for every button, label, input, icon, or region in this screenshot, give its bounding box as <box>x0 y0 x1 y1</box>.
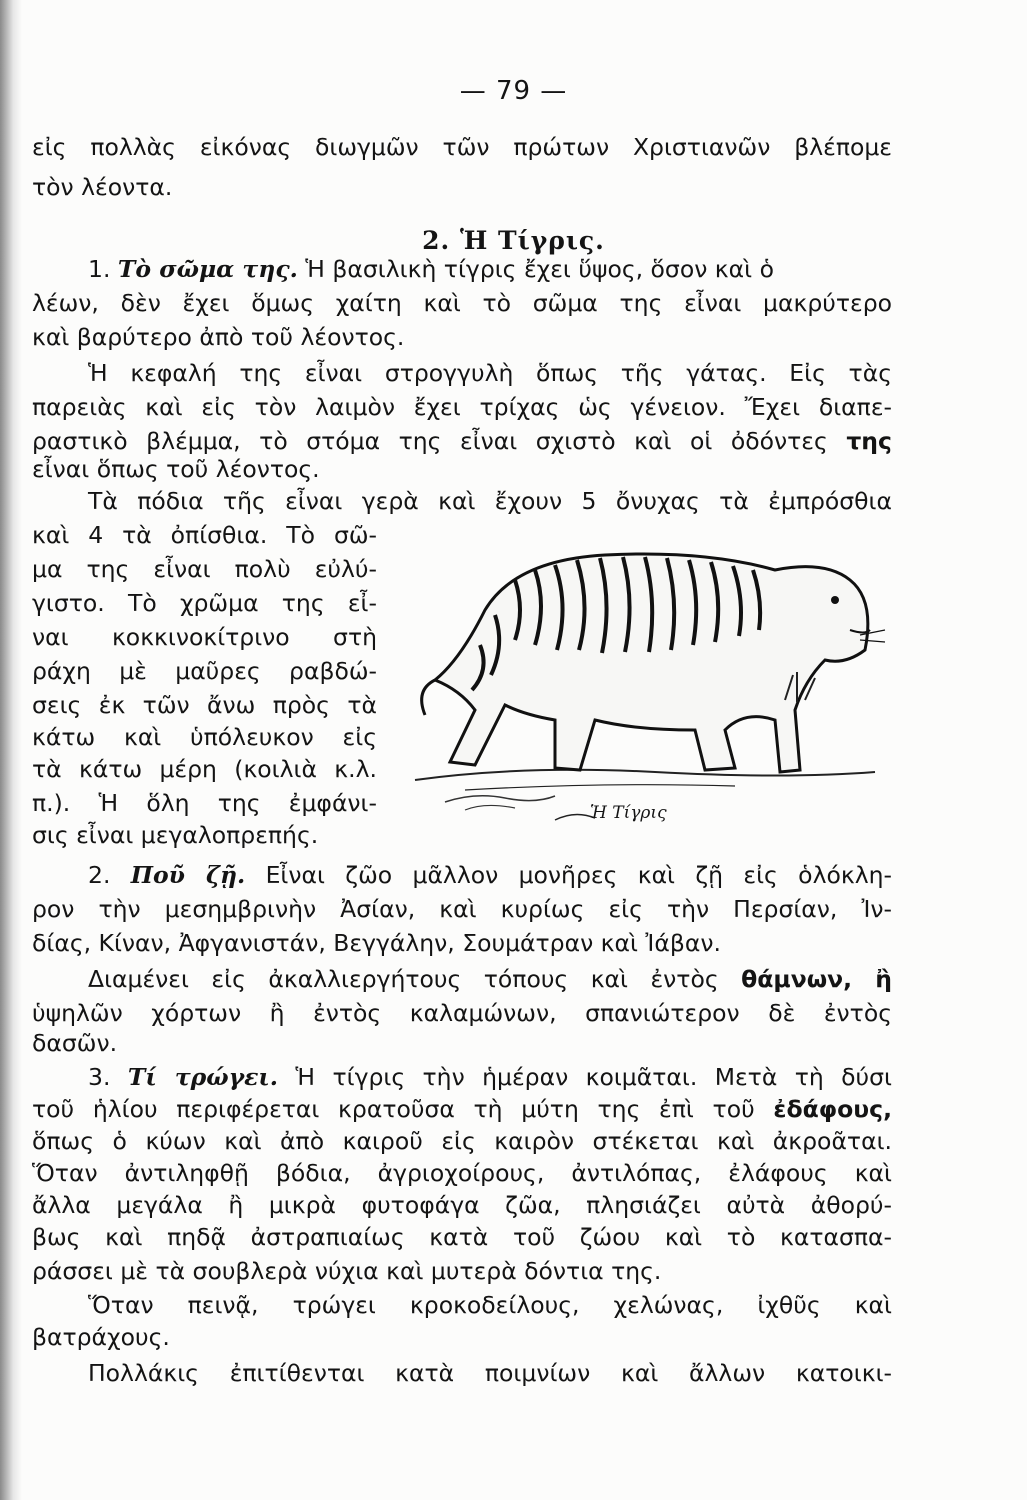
text-line: Ἡ κεφαλή της εἶναι στρογγυλὴ ὅπως τῆς γάτας. Εἰς τὰς <box>88 359 892 387</box>
section-number: 3. <box>88 1063 111 1091</box>
section-number: 1. <box>88 255 111 283</box>
text-line: Τὰ πόδια τῆς εἶναι γερὰ καὶ ἔχουν 5 ὄνυχας τὰ ἐμπρόσθια <box>88 487 892 515</box>
text-line: ὑψηλῶν χόρτων ἢ ἐντὸς καλαμώνων, σπανιώτερον δὲ ἐντὸς <box>32 999 892 1027</box>
text-line: καὶ βαρύτερο ἀπὸ τοῦ λέοντος. <box>32 323 405 351</box>
scan-edge <box>0 0 22 1500</box>
text-line: ὅπως ὁ κύων καὶ ἀπὸ καιροῦ εἰς καιρὸν στέκεται καὶ ἀκροᾶται. <box>32 1127 892 1155</box>
text-line: σεις ἐκ τῶν ἄνω πρὸς τὰ <box>32 691 377 719</box>
text-line: Πολλάκις ἐπιτίθενται κατὰ ποιμνίων καὶ ἄλλων κατοικι- <box>88 1359 892 1387</box>
text-span: θάμνων, ἢ <box>741 965 892 993</box>
text-line: εἶναι ὅπως τοῦ λέοντος. <box>32 455 320 483</box>
text-line: ρον τὴν μεσημβρινὴν Ἀσίαν, καὶ κυρίως εἰς τὴν Περσίαν, Ἰν- <box>32 895 892 923</box>
section-heading: 2. Ἡ Τίγρις. <box>422 226 605 255</box>
text-span: ἐδάφους, <box>773 1095 892 1123</box>
paragraph-heading-line <box>88 1060 892 1094</box>
text-span: τοῦ ἡλίου περιφέρεται κρατοῦσα τὴ μύτη της ἐπὶ τοῦ <box>32 1095 755 1123</box>
text-line: εἰς πολλὰς εἰκόνας διωγμῶν τῶν πρώτων Χριστιανῶν βλέπομε <box>32 133 892 161</box>
page-number: — 79 — <box>459 76 568 106</box>
paragraph-heading-line <box>88 252 892 286</box>
text-line: ράσσει μὲ τὰ σουβλερὰ νύχια καὶ μυτερὰ δόντια της. <box>32 1257 662 1285</box>
tiger-drawing-icon <box>405 540 895 830</box>
text-line: βως καὶ πηδᾷ ἀστραπιαίως κατὰ τοῦ ζώου καὶ τὸ κατασπα- <box>32 1223 892 1251</box>
text-line: τὸν λέοντα. <box>32 173 173 201</box>
section-number: 2. <box>88 861 111 889</box>
text-line: ἄλλα μεγάλα ἢ μικρὰ φυτοφάγα ζῶα, πλησιάζει αὐτὰ ἀθορύ- <box>32 1191 892 1219</box>
text-span: ραστικὸ βλέμμα, τὸ στόμα της εἶναι σχιστὸ καὶ οἱ ὀδόντες <box>32 427 828 455</box>
text-line: τὰ κάτω μέρη (κοιλιὰ κ.λ. <box>32 755 377 783</box>
figure-caption: Ἡ Τίγρις <box>590 803 667 823</box>
subsection-title: Τὸ σῶμα της. <box>117 255 298 283</box>
text-line: δασῶν. <box>32 1029 118 1057</box>
text-line: μα της εἶναι πολὺ εὐλύ- <box>32 555 377 583</box>
text-line: Ὅταν πεινᾷ, τρώγει κροκοδείλους, χελώνας, ἰχθῦς καὶ <box>88 1291 892 1319</box>
text-span: της <box>846 427 892 455</box>
text-span: Ἡ βασιλικὴ τίγρις ἔχει ὕψος, ὅσον καὶ ὁ <box>305 255 774 283</box>
text-line: ναι κοκκινοκίτρινο στὴ <box>32 623 377 651</box>
text-line: Ὅταν ἀντιληφθῇ βόδια, ἀγριοχοίρους, ἀντιλόπας, ἐλάφους καὶ <box>32 1159 892 1187</box>
text-line: δίας, Κίναν, Ἀφγανιστάν, Βεγγάλην, Σουμάτραν καὶ Ἰάβαν. <box>32 929 721 957</box>
text-line: γιστο. Τὸ χρῶμα της εἶ- <box>32 589 377 617</box>
text-line <box>88 962 892 996</box>
subsection-title: Ποῦ ζῇ. <box>130 861 246 889</box>
paragraph-heading-line <box>88 858 892 892</box>
text-line: σις εἶναι μεγαλοπρεπής. <box>32 821 319 849</box>
subsection-title: Τί τρώγει. <box>127 1063 278 1091</box>
text-line: ράχη μὲ μαῦρες ραβδώ- <box>32 657 377 685</box>
text-line: κάτω καὶ ὑπόλευκον εἰς <box>32 723 377 751</box>
text-line: λέων, δὲν ἔχει ὅμως χαίτη καὶ τὸ σῶμα της εἶναι μακρύτερο <box>32 289 892 317</box>
text-span: Ἡ τίγρις τὴν ἡμέραν κοιμᾶται. Μετὰ τὴ δύσι <box>295 1063 892 1091</box>
text-line: καὶ 4 τὰ ὀπίσθια. Τὸ σῶ- <box>32 521 377 549</box>
text-span: Διαμένει εἰς ἀκαλλιεργήτους τόπους καὶ ἐντὸς <box>88 965 719 993</box>
tiger-illustration <box>405 540 895 830</box>
text-line: βατράχους. <box>32 1323 170 1351</box>
text-line: π.). Ἡ ὅλη της ἐμφάνι- <box>32 789 377 817</box>
text-line: παρειὰς καὶ εἰς τὸν λαιμὸν ἔχει τρίχας ὡς γένειον. Ἔχει διαπε- <box>32 393 892 421</box>
text-line <box>32 1092 892 1126</box>
text-span: Εἶναι ζῶο μᾶλλον μονῆρες καὶ ζῇ εἰς ὁλόκλη- <box>265 861 892 889</box>
